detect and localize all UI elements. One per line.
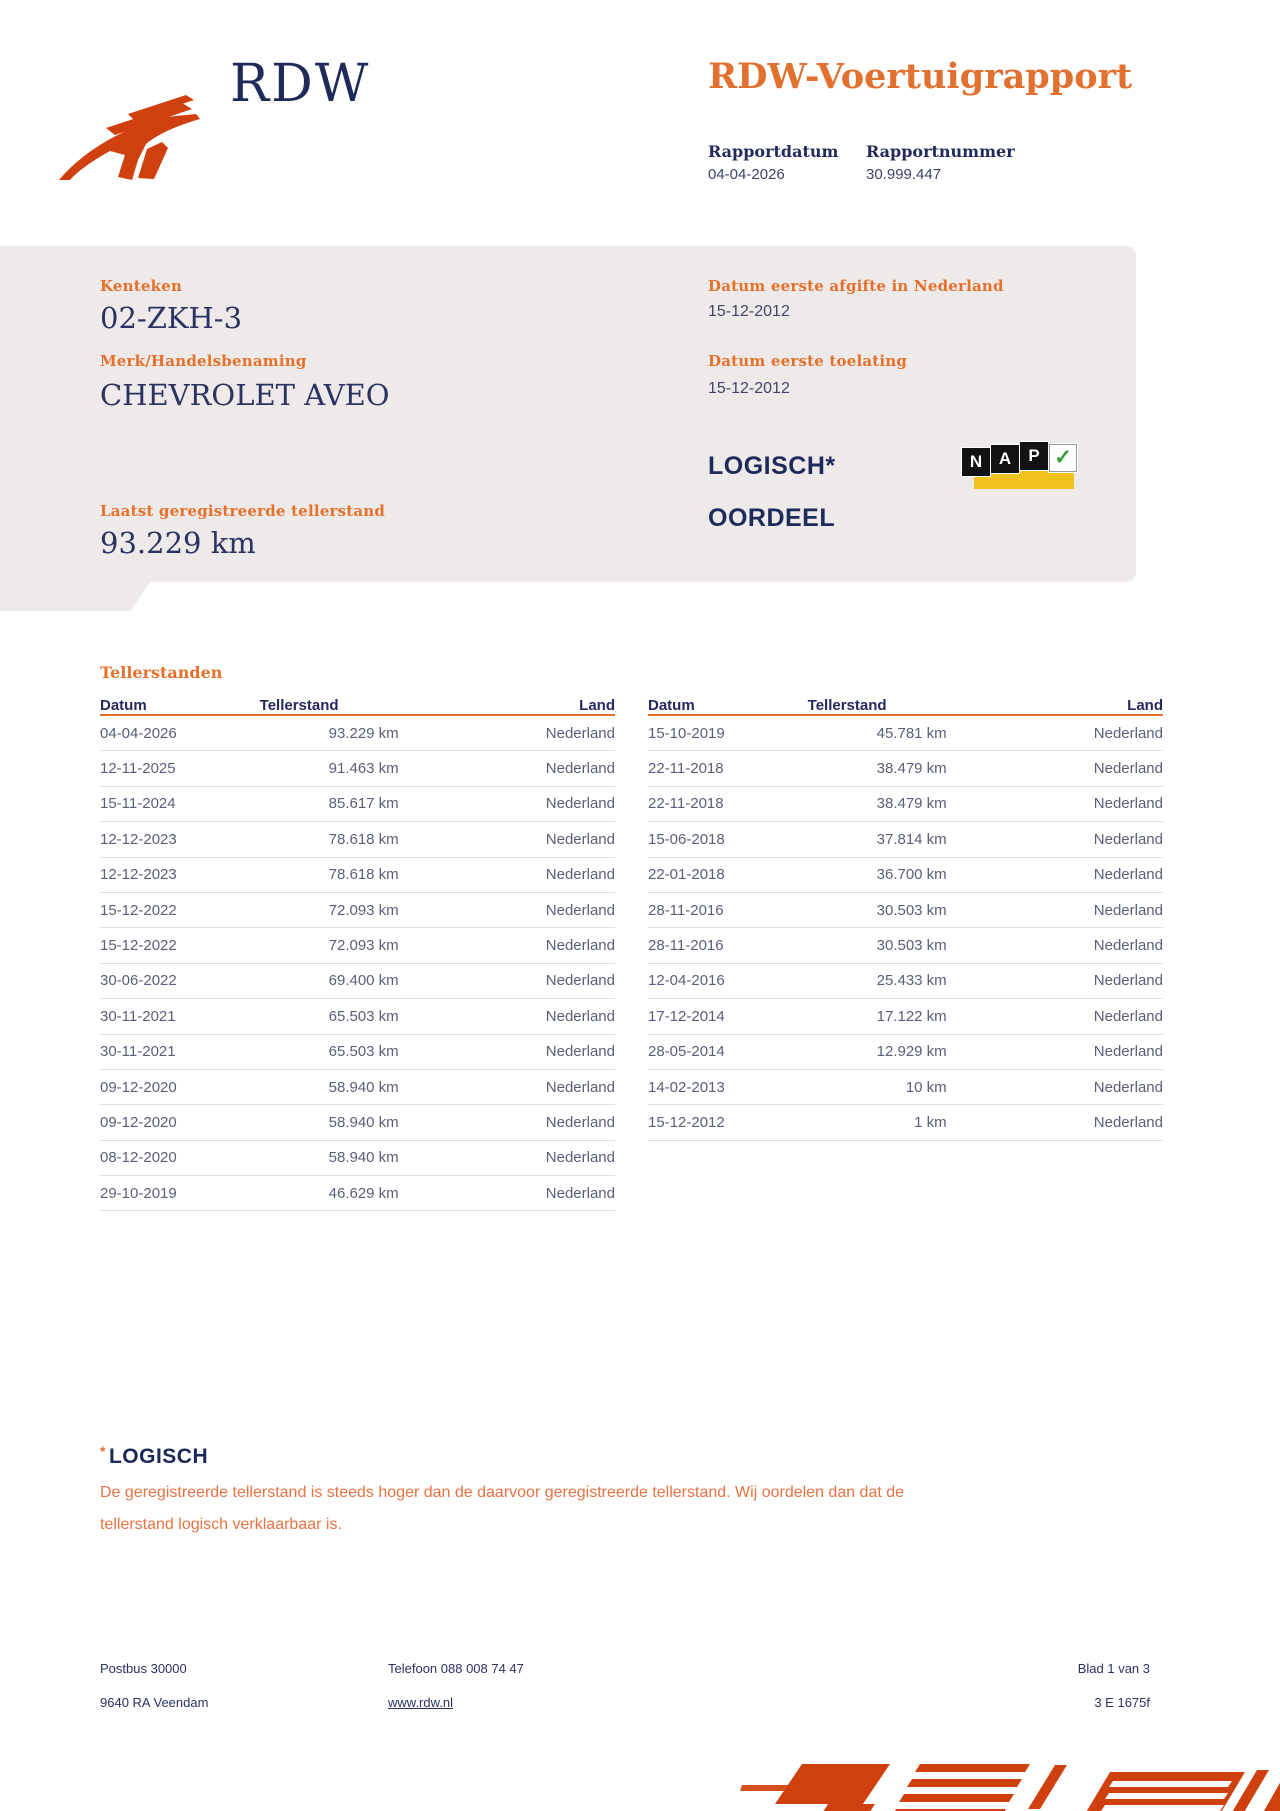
row-odometer: 1 km — [914, 1113, 947, 1131]
table-row — [100, 1035, 615, 1070]
merk-label: Merk/Handelsbenaming — [100, 352, 307, 370]
asterisk-marker: * — [100, 1443, 106, 1459]
row-date: 15-11-2024 — [100, 795, 176, 813]
laatste-tellerstand-label: Laatst geregistreerde tellerstand — [100, 502, 386, 520]
row-odometer: 72.093 km — [328, 937, 399, 955]
logisch-explanation-heading — [100, 1443, 208, 1469]
row-odometer: 93.229 km — [328, 724, 399, 742]
row-country: Nederland — [545, 795, 615, 813]
column-header-datum: Datum — [100, 697, 147, 714]
row-date: 15-12-2012 — [648, 1113, 725, 1131]
row-country: Nederland — [545, 1149, 615, 1167]
table-row — [648, 999, 1163, 1034]
table-row — [100, 1105, 615, 1140]
row-country: Nederland — [1093, 795, 1163, 813]
explanation-line-1: De geregistreerde tellerstand is steeds hoger dan de daarvoor geregistreerde tellerstand. Wij oordelen dan dat de — [100, 1484, 905, 1501]
row-odometer: 38.479 km — [876, 760, 947, 778]
row-odometer: 30.503 km — [876, 937, 947, 955]
row-country: Nederland — [545, 901, 615, 919]
row-country: Nederland — [1093, 1007, 1163, 1025]
table-row — [100, 858, 615, 893]
row-odometer: 78.618 km — [328, 866, 399, 884]
row-date: 22-11-2018 — [648, 795, 724, 813]
row-odometer: 65.503 km — [328, 1007, 399, 1025]
report-number-label: Rapportnummer — [866, 142, 1015, 161]
nap-letter-p: P — [1020, 442, 1048, 470]
row-country: Nederland — [1093, 901, 1163, 919]
row-country: Nederland — [1093, 1078, 1163, 1096]
report-date-value: 04-04-2026 — [708, 166, 785, 183]
footer-website-link[interactable]: www.rdw.nl — [388, 1695, 454, 1710]
row-odometer: 91.463 km — [328, 760, 399, 778]
rdw-logo-text: RDW — [230, 54, 371, 114]
row-date: 12-12-2023 — [100, 866, 177, 884]
table-row — [648, 1105, 1163, 1140]
row-odometer: 37.814 km — [876, 830, 947, 848]
nap-checkmark-icon: ✓ — [1049, 444, 1077, 472]
row-country: Nederland — [1093, 830, 1163, 848]
row-country: Nederland — [545, 1043, 615, 1061]
table-row — [100, 999, 615, 1034]
toelating-value: 15-12-2012 — [708, 380, 790, 397]
column-header-tellerstand: Tellerstand — [259, 697, 339, 714]
page-title: RDW-Voertuigrapport — [708, 56, 1133, 97]
row-date: 15-12-2022 — [100, 937, 177, 955]
afgifte-label: Datum eerste afgifte in Nederland — [708, 277, 1004, 295]
row-country: Nederland — [545, 1184, 615, 1202]
row-odometer: 85.617 km — [328, 795, 399, 813]
table-row — [100, 964, 615, 999]
row-date: 08-12-2020 — [100, 1149, 177, 1167]
row-country: Nederland — [545, 830, 615, 848]
row-date: 09-12-2020 — [100, 1113, 177, 1131]
row-country: Nederland — [1093, 724, 1163, 742]
row-date: 22-01-2018 — [648, 866, 725, 884]
table-row — [648, 787, 1163, 822]
row-country: Nederland — [1093, 760, 1163, 778]
oordeel-label: OORDEEL — [708, 504, 836, 532]
row-odometer: 78.618 km — [328, 830, 399, 848]
footer-postbus: Postbus 30000 — [100, 1661, 187, 1676]
row-date: 04-04-2026 — [100, 724, 177, 742]
row-date: 12-12-2023 — [100, 830, 177, 848]
tellerstanden-table-left — [100, 690, 615, 1211]
explanation-line-2: tellerstand logisch verklaarbaar is. — [100, 1516, 342, 1533]
column-header-land: Land — [1127, 697, 1163, 714]
nap-letter-n: N — [962, 448, 990, 476]
row-odometer: 36.700 km — [876, 866, 947, 884]
nap-logo — [962, 441, 1084, 493]
table-row — [648, 928, 1163, 963]
row-country: Nederland — [545, 866, 615, 884]
row-date: 30-11-2021 — [100, 1043, 176, 1061]
row-country: Nederland — [545, 1078, 615, 1096]
table-header-row — [100, 690, 615, 716]
toelating-label: Datum eerste toelating — [708, 352, 908, 370]
row-date: 17-12-2014 — [648, 1007, 725, 1025]
table-row — [100, 822, 615, 857]
footer-phone: Telefoon 088 008 74 47 — [388, 1661, 524, 1676]
tellerstanden-section-title: Tellerstanden — [100, 663, 223, 682]
row-country: Nederland — [1093, 1043, 1163, 1061]
table-row — [100, 751, 615, 786]
table-row — [648, 751, 1163, 786]
row-odometer: 10 km — [905, 1078, 947, 1096]
row-odometer: 30.503 km — [876, 901, 947, 919]
vehicle-summary-panel-tab — [0, 582, 150, 611]
row-date: 12-04-2016 — [648, 972, 725, 990]
row-odometer: 65.503 km — [328, 1043, 399, 1061]
row-odometer: 12.929 km — [876, 1043, 947, 1061]
report-date-label: Rapportdatum — [708, 142, 839, 161]
row-odometer: 72.093 km — [328, 901, 399, 919]
oordeel-value: LOGISCH* — [708, 452, 836, 480]
row-country: Nederland — [545, 1007, 615, 1025]
merk-value: CHEVROLET AVEO — [100, 378, 390, 412]
row-date: 15-06-2018 — [648, 830, 725, 848]
row-date: 29-10-2019 — [100, 1184, 177, 1202]
row-country: Nederland — [545, 937, 615, 955]
row-date: 28-11-2016 — [648, 937, 724, 955]
row-odometer: 25.433 km — [876, 972, 947, 990]
row-date: 30-06-2022 — [100, 972, 177, 990]
kenteken-label: Kenteken — [100, 277, 183, 295]
row-odometer: 58.940 km — [328, 1113, 399, 1131]
kenteken-value: 02-ZKH-3 — [100, 301, 243, 335]
row-country: Nederland — [545, 972, 615, 990]
column-header-tellerstand: Tellerstand — [807, 697, 887, 714]
report-number-value: 30.999.447 — [866, 166, 942, 183]
table-header-row — [648, 690, 1163, 716]
table-row — [648, 822, 1163, 857]
row-odometer: 38.479 km — [876, 795, 947, 813]
row-date: 15-10-2019 — [648, 724, 725, 742]
tellerstanden-table-right — [648, 690, 1163, 1141]
table-row — [100, 787, 615, 822]
row-date: 12-11-2025 — [100, 760, 176, 778]
rdw-wing-logo-icon — [58, 86, 208, 182]
row-date: 22-11-2018 — [648, 760, 724, 778]
row-date: 30-11-2021 — [100, 1007, 176, 1025]
row-country: Nederland — [545, 724, 615, 742]
table-row — [100, 716, 615, 751]
logisch-explanation-text — [100, 1477, 1000, 1541]
footer-form-code: 3 E 1675f — [1094, 1695, 1150, 1710]
table-row — [648, 1070, 1163, 1105]
row-country: Nederland — [1093, 972, 1163, 990]
row-country: Nederland — [1093, 866, 1163, 884]
table-row — [100, 928, 615, 963]
row-date: 15-12-2022 — [100, 901, 177, 919]
table-row — [648, 858, 1163, 893]
column-header-land: Land — [579, 697, 615, 714]
nap-letter-a: A — [991, 445, 1019, 473]
table-row — [100, 893, 615, 928]
table-row — [100, 1176, 615, 1211]
column-header-datum: Datum — [648, 697, 695, 714]
row-odometer: 58.940 km — [328, 1149, 399, 1167]
laatste-tellerstand-value: 93.229 km — [100, 526, 256, 560]
table-row — [648, 893, 1163, 928]
table-row — [648, 716, 1163, 751]
row-odometer: 58.940 km — [328, 1078, 399, 1096]
row-date: 28-11-2016 — [648, 901, 724, 919]
row-odometer: 17.122 km — [876, 1007, 947, 1025]
footer-page-number: Blad 1 van 3 — [1077, 1661, 1150, 1676]
row-country: Nederland — [1093, 1113, 1163, 1131]
row-odometer: 46.629 km — [328, 1184, 399, 1202]
table-row — [100, 1141, 615, 1176]
table-row — [648, 1035, 1163, 1070]
row-date: 28-05-2014 — [648, 1043, 725, 1061]
row-date: 09-12-2020 — [100, 1078, 177, 1096]
table-row — [648, 964, 1163, 999]
table-row — [100, 1070, 615, 1105]
footer-stripes-graphic — [740, 1762, 1280, 1811]
row-country: Nederland — [1093, 937, 1163, 955]
footer-city: 9640 RA Veendam — [100, 1695, 209, 1710]
row-country: Nederland — [545, 760, 615, 778]
afgifte-value: 15-12-2012 — [708, 303, 790, 320]
row-odometer: 45.781 km — [876, 724, 947, 742]
row-odometer: 69.400 km — [328, 972, 399, 990]
row-date: 14-02-2013 — [648, 1078, 725, 1096]
logisch-heading-text: LOGISCH — [108, 1445, 209, 1468]
row-country: Nederland — [545, 1113, 615, 1131]
